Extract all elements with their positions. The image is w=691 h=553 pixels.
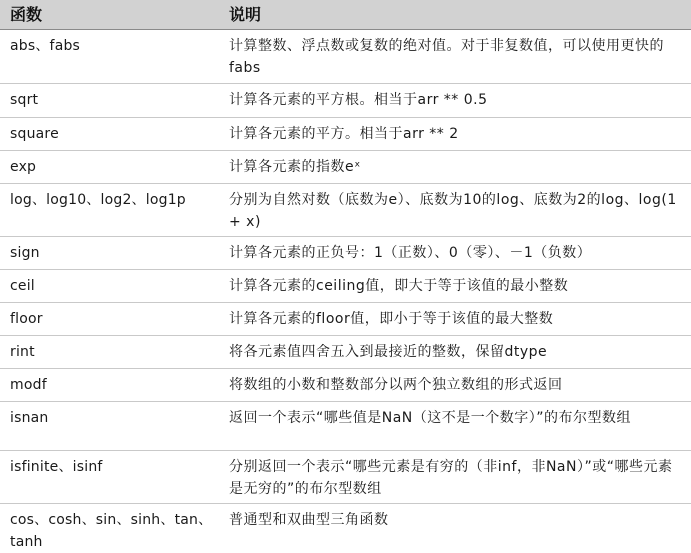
table-row [0, 270, 691, 303]
function-name: abs、fabs [10, 38, 81, 54]
function-name: cos、cosh、sin、sinh、tan、tanh [10, 512, 213, 550]
function-name: sqrt [10, 92, 39, 108]
table-row [0, 451, 691, 504]
function-description: 分别为自然对数（底数为e）、底数为10的log、底数为2的log、log(1 + x) [229, 192, 677, 230]
function-description: 分别返回一个表示“哪些元素是有穷的（非inf，非NaN）”或“哪些元素是无穷的”的布尔型数组 [229, 459, 673, 497]
function-description: 计算各元素的平方。相当于arr ** 2 [229, 126, 459, 142]
table-row [0, 504, 691, 553]
function-description: 计算各元素的floor值，即小于等于该值的最大整数 [229, 311, 554, 327]
function-description: 将各元素值四舍五入到最接近的整数，保留dtype [229, 344, 548, 360]
function-name: isnan [10, 410, 49, 426]
table-row [0, 303, 691, 336]
table-row [0, 84, 691, 118]
table-row [0, 369, 691, 402]
function-description: 返回一个表示“哪些值是NaN（这不是一个数字）”的布尔型数组 [229, 410, 632, 426]
function-description: 计算各元素的正负号：1（正数）、0（零）、－1（负数） [229, 245, 592, 261]
table-row [0, 30, 691, 84]
function-description: 计算各元素的ceiling值，即大于等于该值的最小整数 [229, 278, 569, 294]
function-name: sign [10, 245, 40, 261]
function-name: rint [10, 344, 35, 360]
table-row [0, 336, 691, 369]
header-function: 函数 [10, 5, 43, 24]
table-row [0, 184, 691, 237]
function-description: 计算整数、浮点数或复数的绝对值。对于非复数值，可以使用更快的fabs [229, 38, 664, 76]
function-description: 计算各元素的指数eˣ [229, 159, 361, 175]
function-name: log、log10、log2、log1p [10, 192, 186, 208]
table-row [0, 118, 691, 151]
table-row [0, 237, 691, 270]
table-row [0, 151, 691, 184]
table-header [0, 0, 691, 30]
function-description: 将数组的小数和整数部分以两个独立数组的形式返回 [229, 377, 563, 393]
function-name: exp [10, 159, 37, 175]
table-row [0, 402, 691, 451]
function-name: ceil [10, 278, 35, 294]
function-description: 计算各元素的平方根。相当于arr ** 0.5 [229, 92, 488, 108]
header-description: 说明 [229, 5, 262, 24]
function-description: 普通型和双曲型三角函数 [229, 512, 389, 528]
function-name: isfinite、isinf [10, 459, 103, 475]
function-name: modf [10, 377, 47, 393]
function-name: square [10, 126, 59, 142]
function-name: floor [10, 311, 43, 327]
